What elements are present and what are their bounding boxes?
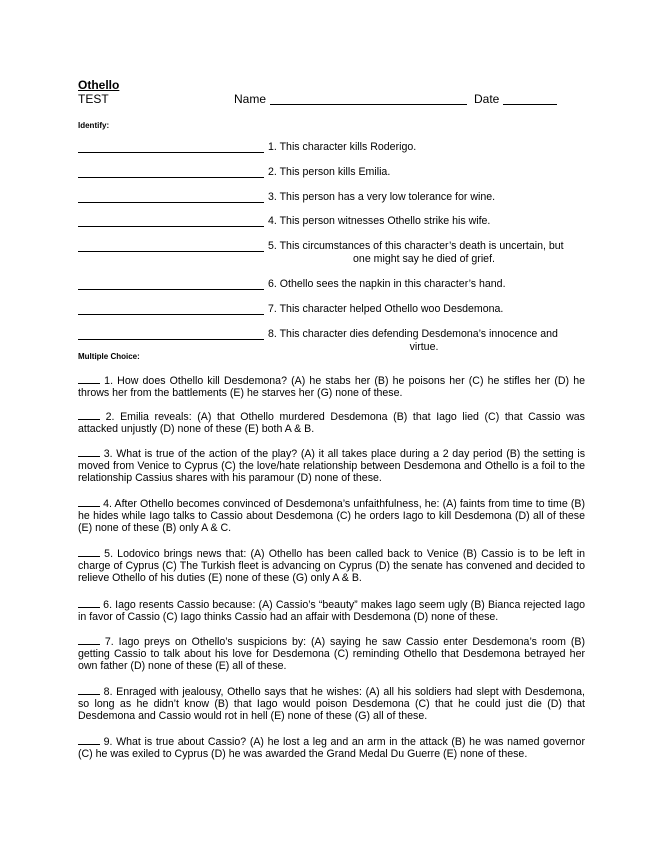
question — [78, 635, 585, 672]
document-subtitle: TEST — [78, 92, 109, 106]
answer-blank — [78, 251, 264, 252]
answer-blank — [78, 374, 100, 384]
answer-blank — [78, 685, 100, 695]
identify-text: 5. This circumstances of this character’s death is uncertain, but — [268, 240, 564, 252]
question — [78, 685, 585, 722]
identify-text: 3. This person has a very low tolerance for wine. — [268, 191, 496, 203]
identify-text: 8. This character dies defending Desdemona’s innocence and — [268, 328, 558, 340]
answer-blank — [78, 152, 264, 153]
answer-blank — [78, 635, 100, 645]
identify-text: 4. This person witnesses Othello strike his wife. — [268, 215, 491, 227]
question-text: 1. How does Othello kill Desdemona? (A) he stabs her (B) he poisons her (C) he stifles her (D) he throws her from the battlements (E) he starves her (G) none of these. — [78, 375, 585, 399]
question — [78, 374, 585, 399]
question-text: 9. What is true about Cassio? (A) he lost a leg and an arm in the attack (B) he was named governor (C) he was exiled to Cyprus (D) he was awarded the Grand Medal Du Guerre (E) none of these. — [78, 736, 585, 760]
identify-text: 6. Othello sees the napkin in this character’s hand. — [268, 278, 506, 290]
question-text: 2. Emilia reveals: (A) that Othello murdered Desdemona (B) that Iago lied (C) that Cassio was attacked unjustly (D) none of these (E) both A & B. — [78, 411, 585, 435]
question-text: 4. After Othello becomes convinced of Desdemona’s unfaithfulness, he: (A) faints from time to time (B) he hides while Iago talks to Cassio about Desdemona (C) he orders Iago to kill Desdemona (D) all of these (E) none of these (B) only A & C. — [78, 498, 585, 534]
answer-blank — [78, 177, 264, 178]
question — [78, 598, 585, 623]
answer-blank — [78, 314, 264, 315]
date-blank — [503, 104, 557, 105]
document-title: Othello — [78, 78, 120, 92]
answer-blank — [78, 410, 100, 420]
identify-text: 1. This character kills Roderigo. — [268, 141, 417, 153]
answer-blank — [78, 289, 264, 290]
date-label: Date — [474, 92, 500, 106]
question — [78, 447, 585, 484]
identify-heading: Identify: — [78, 121, 110, 130]
name-blank — [270, 104, 467, 105]
question — [78, 547, 585, 584]
answer-blank — [78, 598, 100, 608]
question — [78, 410, 585, 435]
answer-blank — [78, 547, 100, 557]
identify-text-continued: virtue. — [409, 341, 439, 353]
answer-blank — [78, 497, 100, 507]
name-label: Name — [234, 92, 267, 106]
answer-blank — [78, 339, 264, 340]
question — [78, 735, 585, 760]
answer-blank — [78, 735, 100, 745]
identify-text: 2. This person kills Emilia. — [268, 166, 391, 178]
question-text: 5. Lodovico brings news that: (A) Othello has been called back to Venice (B) Cassio is to be left in charge of Cyprus (C) The Turkish fleet is advancing on Cyprus (D) the senate has convened and decided to relieve Othello of his duties (E) none of these (G) only A & B. — [78, 548, 585, 584]
answer-blank — [78, 447, 100, 457]
question-text: 7. Iago preys on Othello’s suspicions by: (A) saying he saw Cassio enter Desdemona’s room (B) getting Cassio to talk about his love for Desdemona (C) reminding Othello that Desdemona betrayed her own father (D) none of these (E) all of these. — [78, 636, 585, 672]
answer-blank — [78, 226, 264, 227]
question-text: 3. What is true of the action of the play? (A) it all takes place during a 2 day period (B) the setting is moved from Venice to Cyprus (C) the love/hate relationship between Desdemona and Othello is a foil to the relationship Cassius shares with his paramour (D) none of these. — [78, 448, 585, 484]
answer-blank — [78, 202, 264, 203]
multiple-choice-heading: Multiple Choice: — [78, 352, 140, 361]
question-text: 8. Enraged with jealousy, Othello says that he wishes: (A) all his soldiers had slept with Desdemona, so long as he didn’t know (B) that Iago would poison Desdemona (C) that he could just die (D) that Desdemona and Cassio would rot in hell (E) none of these (G) all of these. — [78, 686, 585, 722]
question-text: 6. Iago resents Cassio because: (A) Cassio’s “beauty” makes Iago seem ugly (B) Bianca rejected Iago in favor of Cassio (C) Iago thinks Cassio had an affair with Desdemona (D) none of these. — [78, 599, 585, 623]
identify-text: 7. This character helped Othello woo Desdemona. — [268, 303, 504, 315]
question — [78, 497, 585, 534]
identify-text-continued: one might say he died of grief. — [353, 253, 495, 265]
